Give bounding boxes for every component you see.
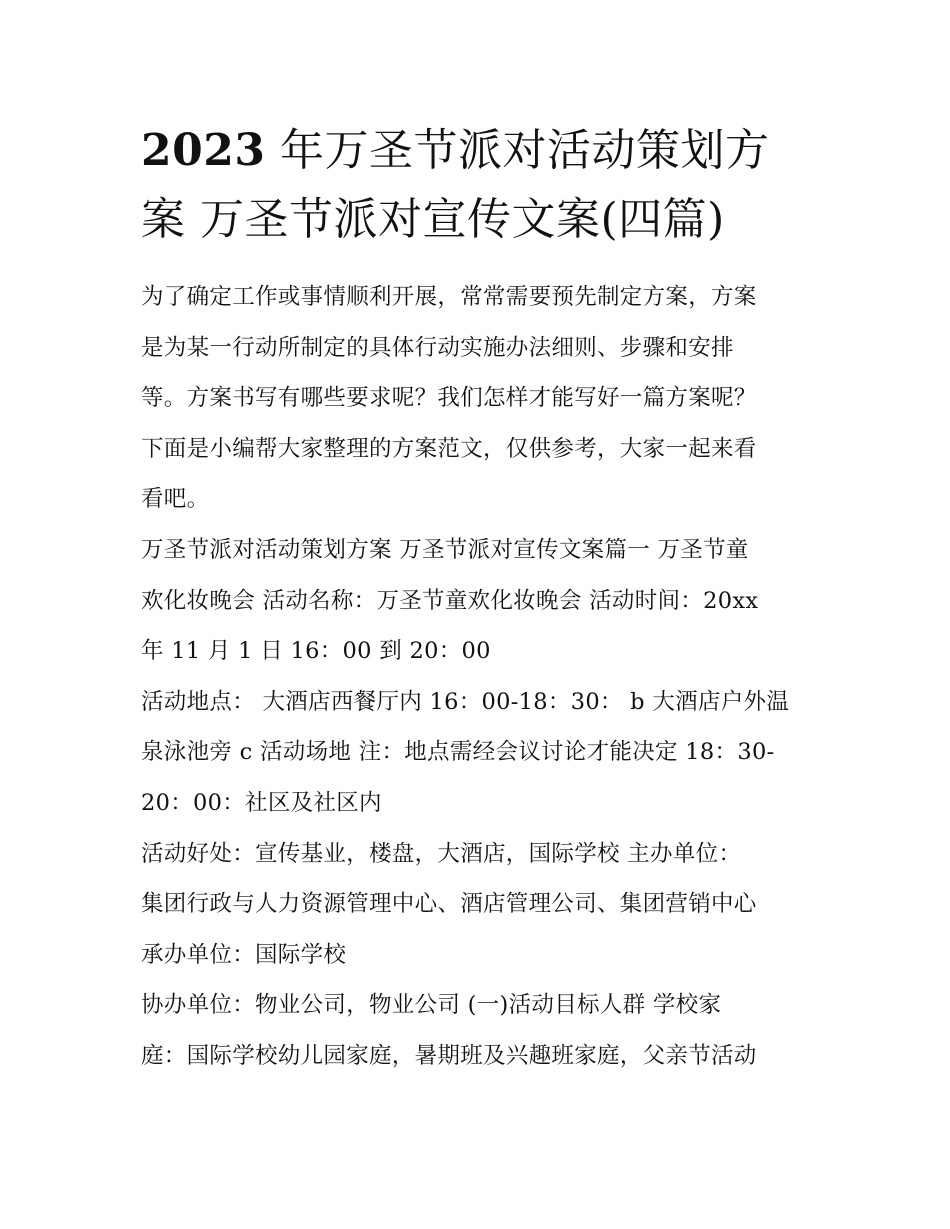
paragraph-location: [141, 677, 821, 829]
paragraph-line: 协办单位：物业公司，物业公司 (一)活动目标人群 学校家: [141, 992, 722, 1019]
document-content: [141, 116, 821, 1082]
paragraph-line: 泉泳池旁 c 活动场地 注：地点需经会议讨论才能决定 18：30-: [141, 739, 775, 766]
paragraph-line: 集团行政与人力资源管理中心、酒店管理公司、集团营销中心: [141, 891, 757, 918]
paragraph-line: 活动地点： 大酒店西餐厅内 16：00-18：30： b 大酒店户外温: [141, 688, 790, 715]
paragraph-line: 20：00：社区及社区内: [141, 789, 382, 816]
paragraph-line: 庭：国际学校幼儿园家庭，暑期班及兴趣班家庭，父亲节活动: [141, 1042, 757, 1069]
paragraph-line: 年 11 月 1 日 16：00 到 20：00: [141, 638, 491, 665]
paragraph-line: 承办单位：国际学校: [141, 941, 347, 968]
paragraph-line: 欢化妆晚会 活动名称：万圣节童欢化妆晚会 活动时间：20xx: [141, 587, 759, 614]
paragraph-benefits: [141, 829, 821, 981]
title-line-1: [141, 116, 821, 185]
title-line-2: 案 万圣节派对宣传文案(四篇): [141, 194, 725, 245]
paragraph-line: 看吧。: [141, 486, 210, 513]
paragraph-line: 为了确定工作或事情顺利开展，常常需要预先制定方案，方案: [141, 284, 757, 310]
paragraph-line: 下面是小编帮大家整理的方案范文，仅供参考，大家一起来看: [141, 435, 757, 462]
title-year: 2023: [141, 125, 266, 176]
document-title: [141, 116, 821, 254]
paragraph-intro: [141, 272, 821, 525]
paragraph-line: 活动好处：宣传基业，楼盘，大酒店，国际学校 主办单位：: [141, 840, 742, 867]
title-line-1-text: 年万圣节派对活动策划方: [265, 125, 770, 176]
paragraph-line: 是为某一行动所制定的具体行动实施办法细则、步骤和安排: [141, 334, 734, 361]
paragraph-section-one: [141, 525, 821, 677]
paragraph-line: 万圣节派对活动策划方案 万圣节派对宣传文案篇一 万圣节童: [141, 536, 749, 563]
paragraph-co-organizer: [141, 980, 821, 1081]
paragraph-line: 等。方案书写有哪些要求呢？我们怎样才能写好一篇方案呢？: [141, 385, 757, 412]
